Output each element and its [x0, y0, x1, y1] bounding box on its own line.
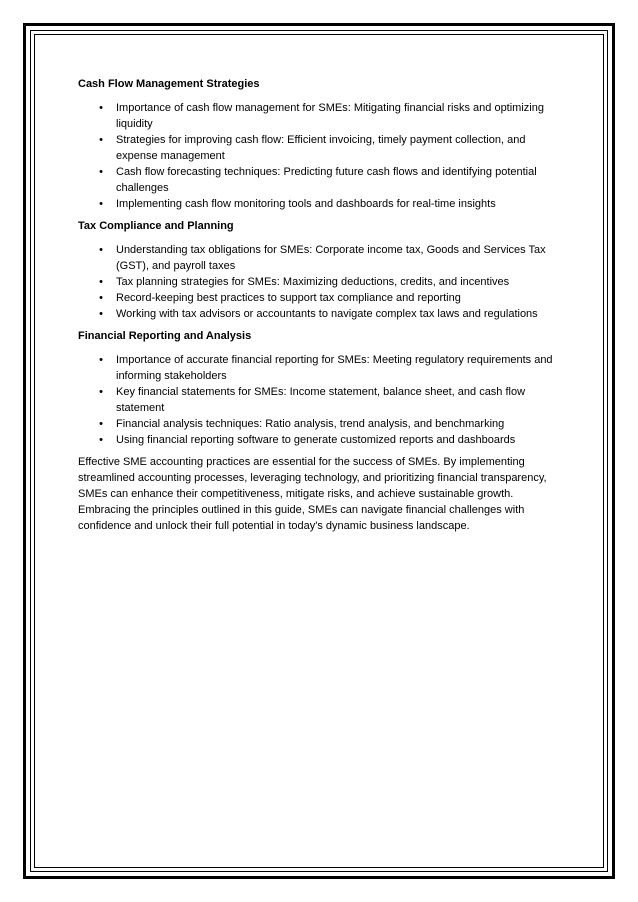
list-item: [78, 196, 562, 212]
bullet-list: [78, 352, 562, 448]
section-tax-compliance: [78, 218, 562, 322]
section-heading: Financial Reporting and Analysis: [78, 330, 252, 342]
list-item-text: Record-keeping best practices to support tax compliance and reporting: [116, 292, 461, 304]
bullet-list: [78, 100, 562, 212]
bullet-icon: •: [99, 434, 103, 446]
list-item-text: Working with tax advisors or accountants to navigate complex tax laws and regulations: [116, 308, 538, 320]
list-item-text: Cash flow forecasting techniques: Predicting future cash flows and identifying potential challenges: [116, 166, 537, 194]
list-item: [78, 384, 562, 416]
bullet-icon: •: [99, 418, 103, 430]
list-item: [78, 132, 562, 164]
bullet-icon: •: [99, 308, 103, 320]
list-item-text: Financial analysis techniques: Ratio analysis, trend analysis, and benchmarking: [116, 418, 505, 430]
bullet-icon: •: [99, 134, 103, 146]
list-item: [78, 242, 562, 274]
bullet-icon: •: [99, 292, 103, 304]
section-cash-flow: [78, 76, 562, 212]
bullet-icon: •: [99, 276, 103, 288]
list-item: [78, 290, 562, 306]
bullet-icon: •: [99, 386, 103, 398]
section-financial-reporting: [78, 328, 562, 448]
bullet-icon: •: [99, 102, 103, 114]
section-heading: Tax Compliance and Planning: [78, 220, 234, 232]
bullet-icon: •: [99, 244, 103, 256]
list-item: [78, 164, 562, 196]
list-item-text: Using financial reporting software to generate customized reports and dashboards: [116, 434, 516, 446]
list-item: [78, 100, 562, 132]
list-item: [78, 432, 562, 448]
section-heading: Cash Flow Management Strategies: [78, 78, 260, 90]
conclusion-paragraph: Effective SME accounting practices are essential for the success of SMEs. By implementing streamlined accounting processes, leveraging technology, and prioritizing financial transparency, SMEs can enhance their competitiveness, mitigate risks, and achieve sustainable growth. Embracing the principles outlined in this guide, SMEs can navigate financial challenges with confidence and unlock their full potential in today's dynamic business landscape.: [78, 456, 547, 532]
list-item: [78, 416, 562, 432]
bullet-icon: •: [99, 198, 103, 210]
bullet-list: [78, 242, 562, 322]
list-item-text: Importance of cash flow management for SMEs: Mitigating financial risks and optimizing liquidity: [116, 102, 544, 130]
list-item: [78, 274, 562, 290]
bullet-icon: •: [99, 166, 103, 178]
document-body: [78, 76, 562, 534]
bullet-icon: •: [99, 354, 103, 366]
list-item-text: Importance of accurate financial reporting for SMEs: Meeting regulatory requirements and informing stakeholders: [116, 354, 553, 382]
list-item-text: Implementing cash flow monitoring tools and dashboards for real-time insights: [116, 198, 496, 210]
list-item-text: Tax planning strategies for SMEs: Maximizing deductions, credits, and incentives: [116, 276, 510, 288]
list-item-text: Understanding tax obligations for SMEs: Corporate income tax, Goods and Services Tax (GST), and payroll taxes: [116, 244, 546, 272]
list-item-text: Strategies for improving cash flow: Efficient invoicing, timely payment collection, and expense management: [116, 134, 526, 162]
list-item-text: Key financial statements for SMEs: Income statement, balance sheet, and cash flow statement: [116, 386, 526, 414]
list-item: [78, 352, 562, 384]
list-item: [78, 306, 562, 322]
